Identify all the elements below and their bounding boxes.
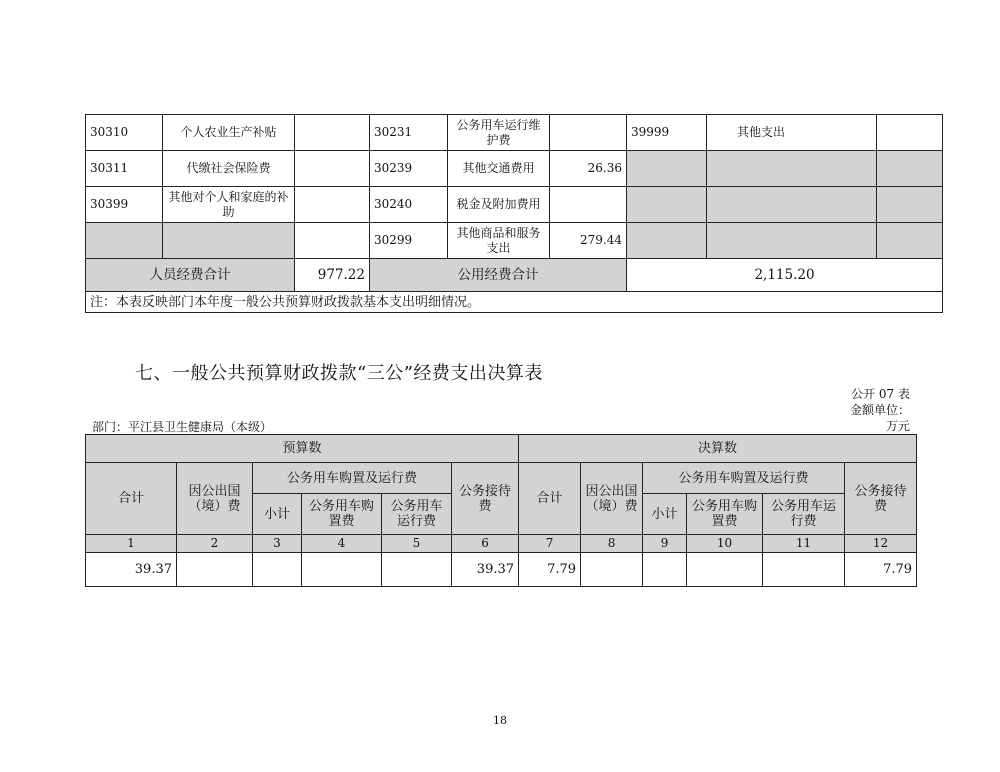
column-number: 5 [382,535,452,553]
value-cell [302,553,382,587]
value-cell [581,553,643,587]
econ-code: 30310 [86,115,163,151]
column-number: 4 [302,535,382,553]
table-row [86,553,917,587]
econ-code: 39999 [627,115,707,151]
value-cell: 7.79 [519,553,581,587]
econ-name: 其他对个人和家庭的补助 [163,187,295,223]
table-note: 注：本表反映部门本年度一般公共预算财政拨款基本支出明细情况。 [86,292,943,313]
value-cell: 7.79 [845,553,917,587]
column-number: 6 [452,535,519,553]
header-total: 合计 [519,463,581,535]
column-number: 2 [177,535,253,553]
column-number-row [86,535,917,553]
amount [877,187,943,223]
econ-name: 代缴社会保险费 [163,151,295,187]
econ-name: 其他支出 [707,115,877,151]
header-row [86,463,917,494]
header-car-group: 公务用车购置及运行费 [253,463,452,494]
final-header: 决算数 [519,435,917,463]
unit-value: 万元 [885,419,910,433]
header-car-purchase: 公务用车购置费 [302,494,382,535]
page-number: 18 [493,714,507,727]
value-cell [253,553,302,587]
amount [295,223,370,259]
header-row [86,435,917,463]
header-subtotal: 小计 [253,494,302,535]
econ-name: 公务用车运行维护费 [448,115,550,151]
econ-code [86,223,163,259]
header-subtotal: 小计 [643,494,687,535]
econ-code: 30239 [370,151,448,187]
amount [877,151,943,187]
econ-name: 税金及附加费用 [448,187,550,223]
table-row [86,115,943,151]
table-reference [850,386,910,434]
econ-code: 30311 [86,151,163,187]
header-car-run: 公务用车运行费 [382,494,452,535]
econ-code [627,151,707,187]
econ-code: 30399 [86,187,163,223]
table-row [86,151,943,187]
amount: 279.44 [550,223,627,259]
econ-name [163,223,295,259]
personnel-total-value: 977.22 [295,259,370,292]
header-abroad: 因公出国（境）费 [177,463,253,535]
public-total-value: 2,115.20 [627,259,943,292]
value-cell [763,553,845,587]
column-number: 1 [86,535,177,553]
public-total-label: 公用经费合计 [370,259,627,292]
amount [295,151,370,187]
expenditure-detail-table [85,114,943,313]
column-number: 9 [643,535,687,553]
econ-name: 个人农业生产补贴 [163,115,295,151]
amount [550,115,627,151]
header-reception: 公务接待费 [452,463,519,535]
econ-name [707,223,877,259]
budget-header: 预算数 [86,435,519,463]
amount [550,187,627,223]
value-cell [382,553,452,587]
unit-label: 金额单位： [849,403,910,417]
econ-name: 其他商品和服务支出 [448,223,550,259]
department-label: 部门：平江县卫生健康局（本级） [92,420,273,434]
header-abroad: 因公出国（境）费 [581,463,643,535]
value-cell [643,553,687,587]
column-number: 8 [581,535,643,553]
header-car-group: 公务用车购置及运行费 [643,463,845,494]
column-number: 12 [845,535,917,553]
econ-name [707,151,877,187]
value-cell [177,553,253,587]
column-number: 7 [519,535,581,553]
econ-code [627,187,707,223]
column-number: 11 [763,535,845,553]
econ-name [707,187,877,223]
header-reception: 公务接待费 [845,463,917,535]
value-cell: 39.37 [86,553,177,587]
header-total: 合计 [86,463,177,535]
amount [295,187,370,223]
table-code: 公开 07 表 [851,387,910,401]
amount [877,223,943,259]
amount [877,115,943,151]
column-number: 3 [253,535,302,553]
amount [295,115,370,151]
section-title: 七、一般公共预算财政拨款“三公”经费支出决算表 [135,363,543,384]
value-cell [687,553,763,587]
header-car-purchase: 公务用车购置费 [687,494,763,535]
value-cell: 39.37 [452,553,519,587]
table-row [86,223,943,259]
econ-code: 30299 [370,223,448,259]
table-row [86,187,943,223]
totals-row [86,259,943,292]
econ-code [627,223,707,259]
personnel-total-label: 人员经费合计 [86,259,295,292]
econ-code: 30231 [370,115,448,151]
three-public-expenditure-table [85,434,917,587]
econ-code: 30240 [370,187,448,223]
note-row [86,292,943,313]
header-car-run: 公务用车运行费 [763,494,845,535]
econ-name: 其他交通费用 [448,151,550,187]
column-number: 10 [687,535,763,553]
amount: 26.36 [550,151,627,187]
